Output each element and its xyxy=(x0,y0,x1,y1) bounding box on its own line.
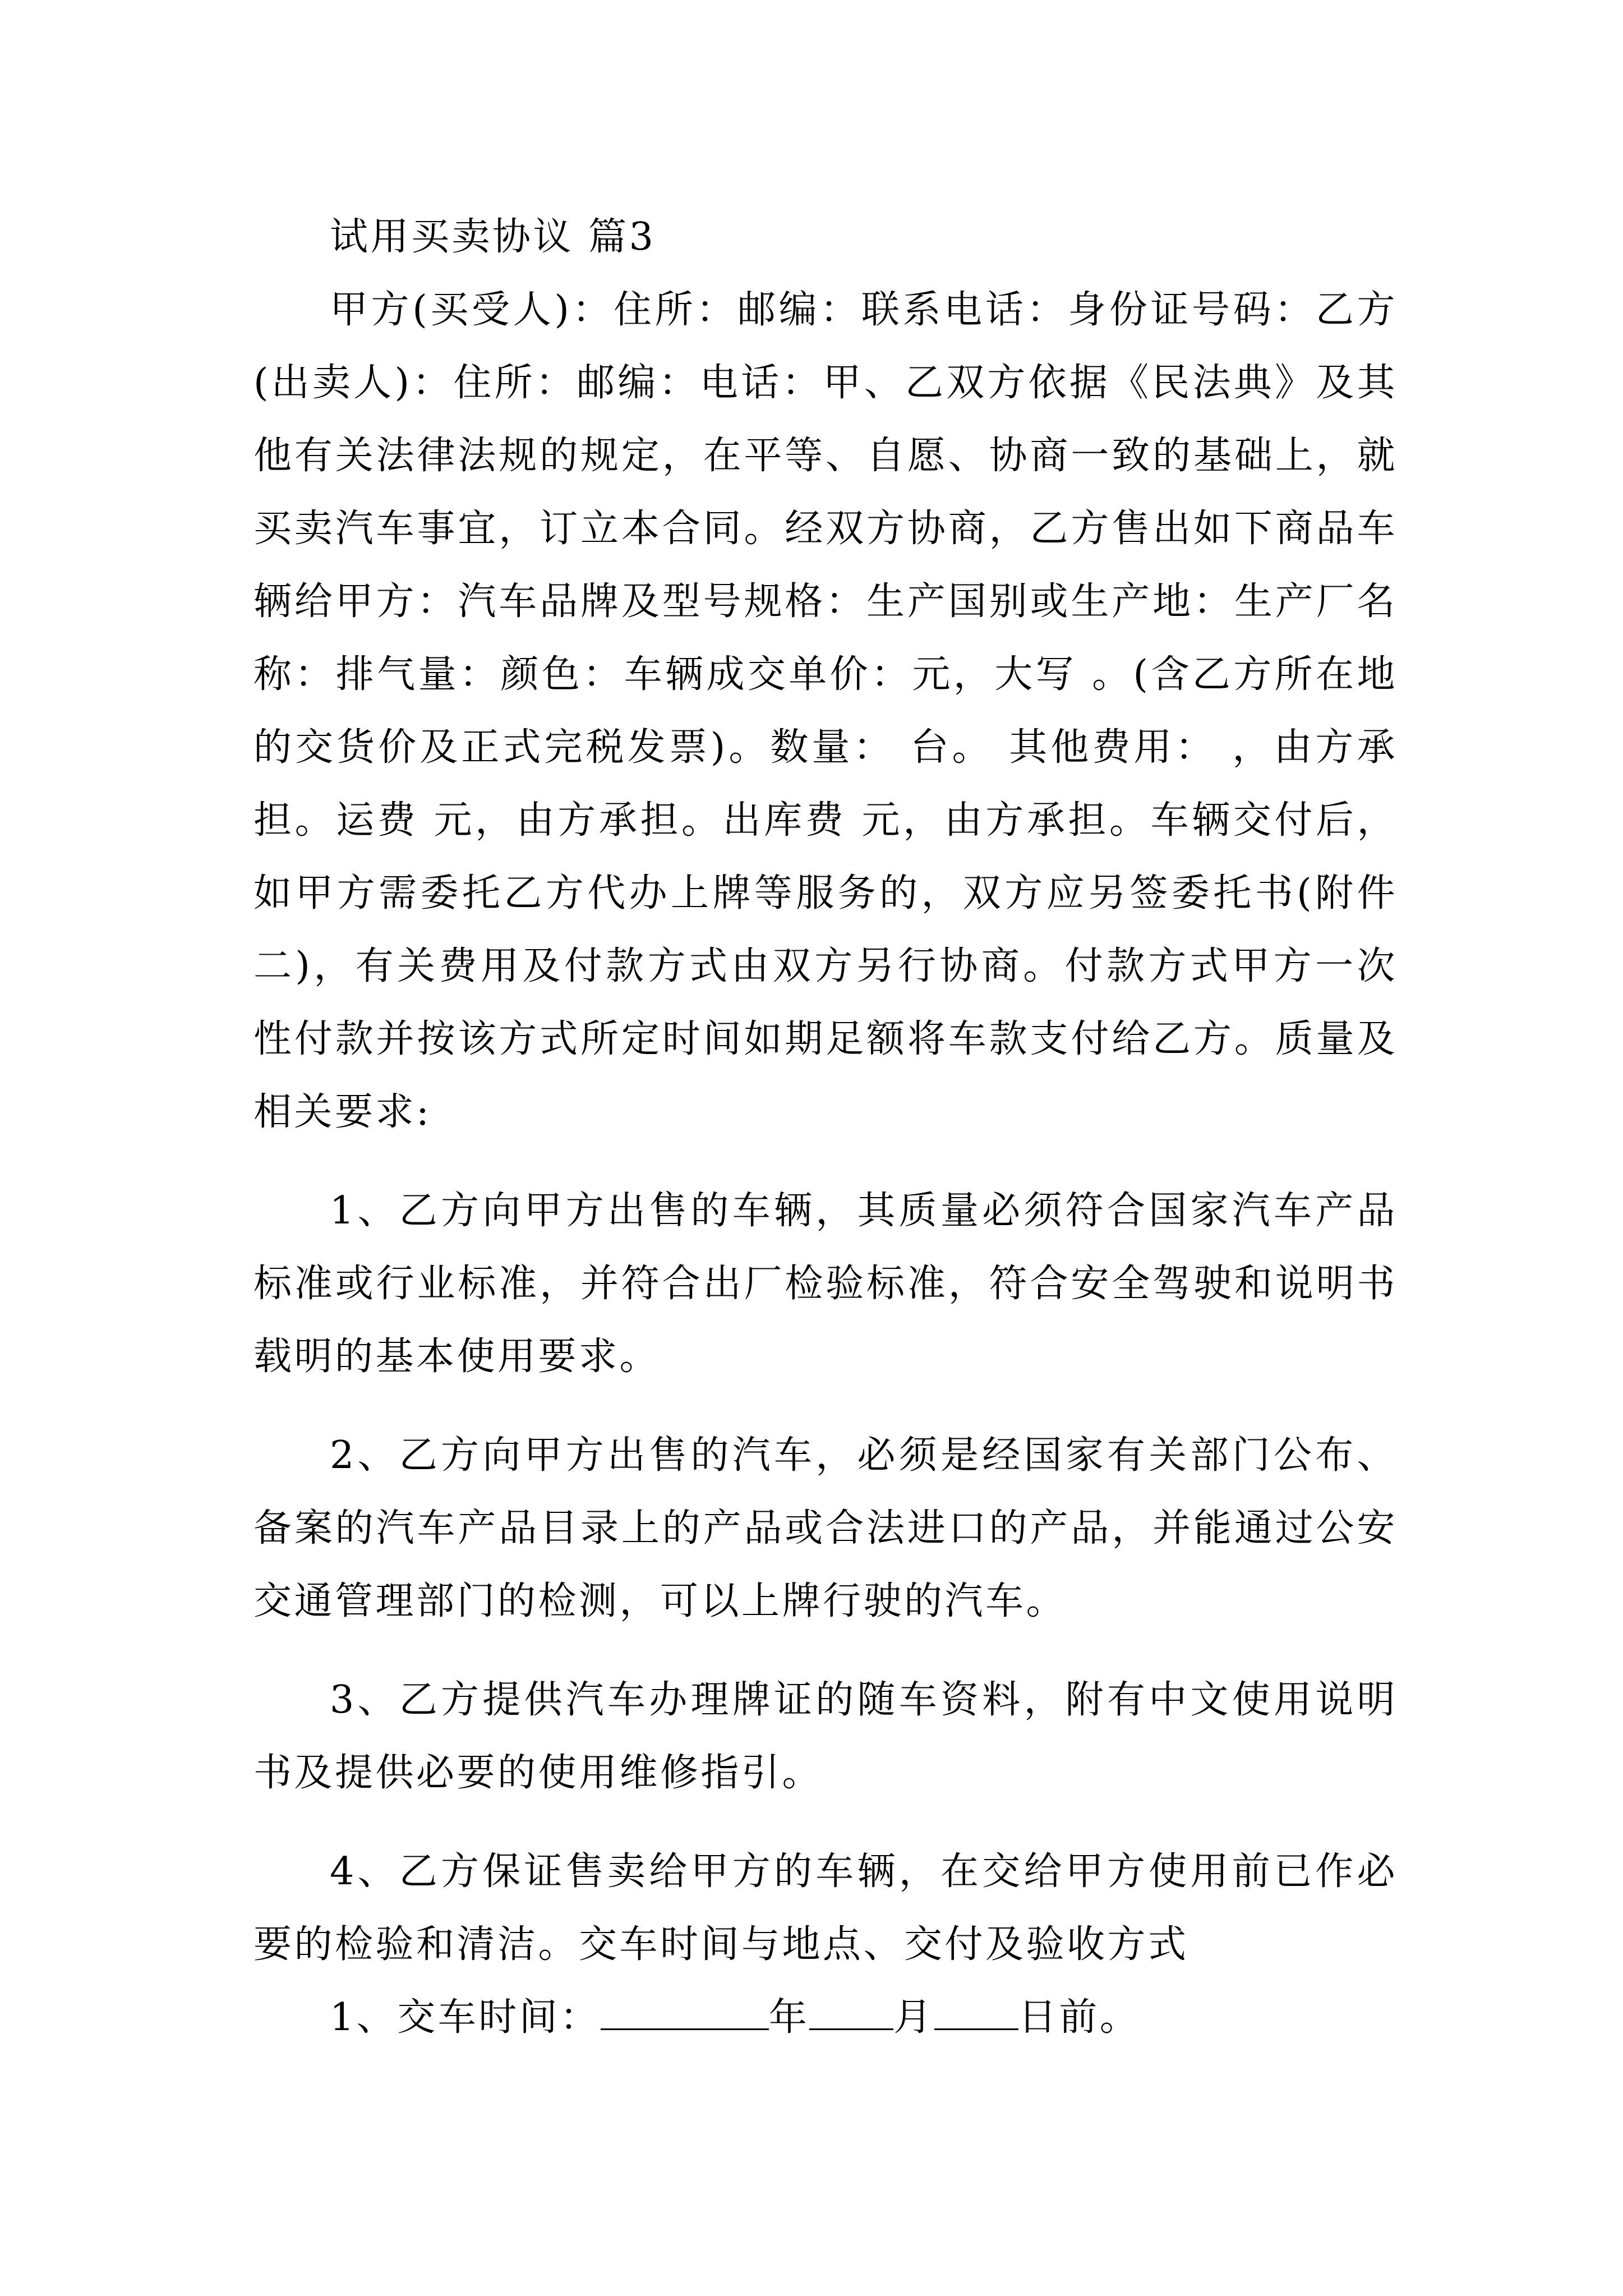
intro-paragraph: 甲方(买受人)：住所：邮编：联系电话：身份证号码：乙方(出卖人)：住所：邮编：电话：甲、乙双方依据《民法典》及其他有关法律法规的规定，在平等、自愿、协商一致的基础上，就买卖汽车事宜，订立本合同。经双方协商，乙方售出如下商品车辆给甲方：汽车品牌及型号规格：生产国别或生产地：生产厂名称：排气量：颜色：车辆成交单价：元，大写 。(含乙方所在地的交货价及正式完税发票)。数量： 台。 其他费用： ，由方承担。运费 元，由方承担。出库费 元，由方承担。车辆交付后，如甲方需委托乙方代办上牌等服务的，双方应另签委托书(附件二)，有关费用及付款方式由双方另行协商。付款方式甲方一次性付款并按该方式所定时间如期足额将车款支付给乙方。质量及相关要求: xyxy=(253,288,1398,1134)
delivery-time-label: 1、交车时间： xyxy=(330,1995,601,2040)
clause-2: 2、乙方向甲方出售的汽车，必须是经国家有关部门公布、备案的汽车产品目录上的产品或合法进口的产品，并能通过公安交通管理部门的检测，可以上牌行驶的汽车。 xyxy=(253,1433,1398,1623)
clause-3: 3、乙方提供汽车办理牌证的随车资料，附有中文使用说明书及提供必要的使用维修指引。 xyxy=(253,1678,1398,1795)
delivery-time-line xyxy=(253,1981,1398,2054)
clause-4: 4、乙方保证售卖给甲方的车辆，在交给甲方使用前已作必要的检验和清洁。交车时间与地点、交付及验收方式 xyxy=(253,1849,1398,1967)
day-blank xyxy=(934,1987,1018,2030)
document-body xyxy=(253,201,1398,2054)
clause-1: 1、乙方向甲方出售的车辆，其质量必须符合国家汽车产品标准或行业标准，并符合出厂检验标准，符合安全驾驶和说明书载明的基本使用要求。 xyxy=(253,1189,1398,1379)
document-title: 试用买卖协议 篇3 xyxy=(330,215,656,259)
month-label: 月 xyxy=(893,1995,934,2040)
day-label: 日前。 xyxy=(1018,1995,1141,2040)
month-blank xyxy=(809,1987,893,2030)
year-blank xyxy=(601,1987,769,2030)
year-label: 年 xyxy=(768,1995,810,2040)
